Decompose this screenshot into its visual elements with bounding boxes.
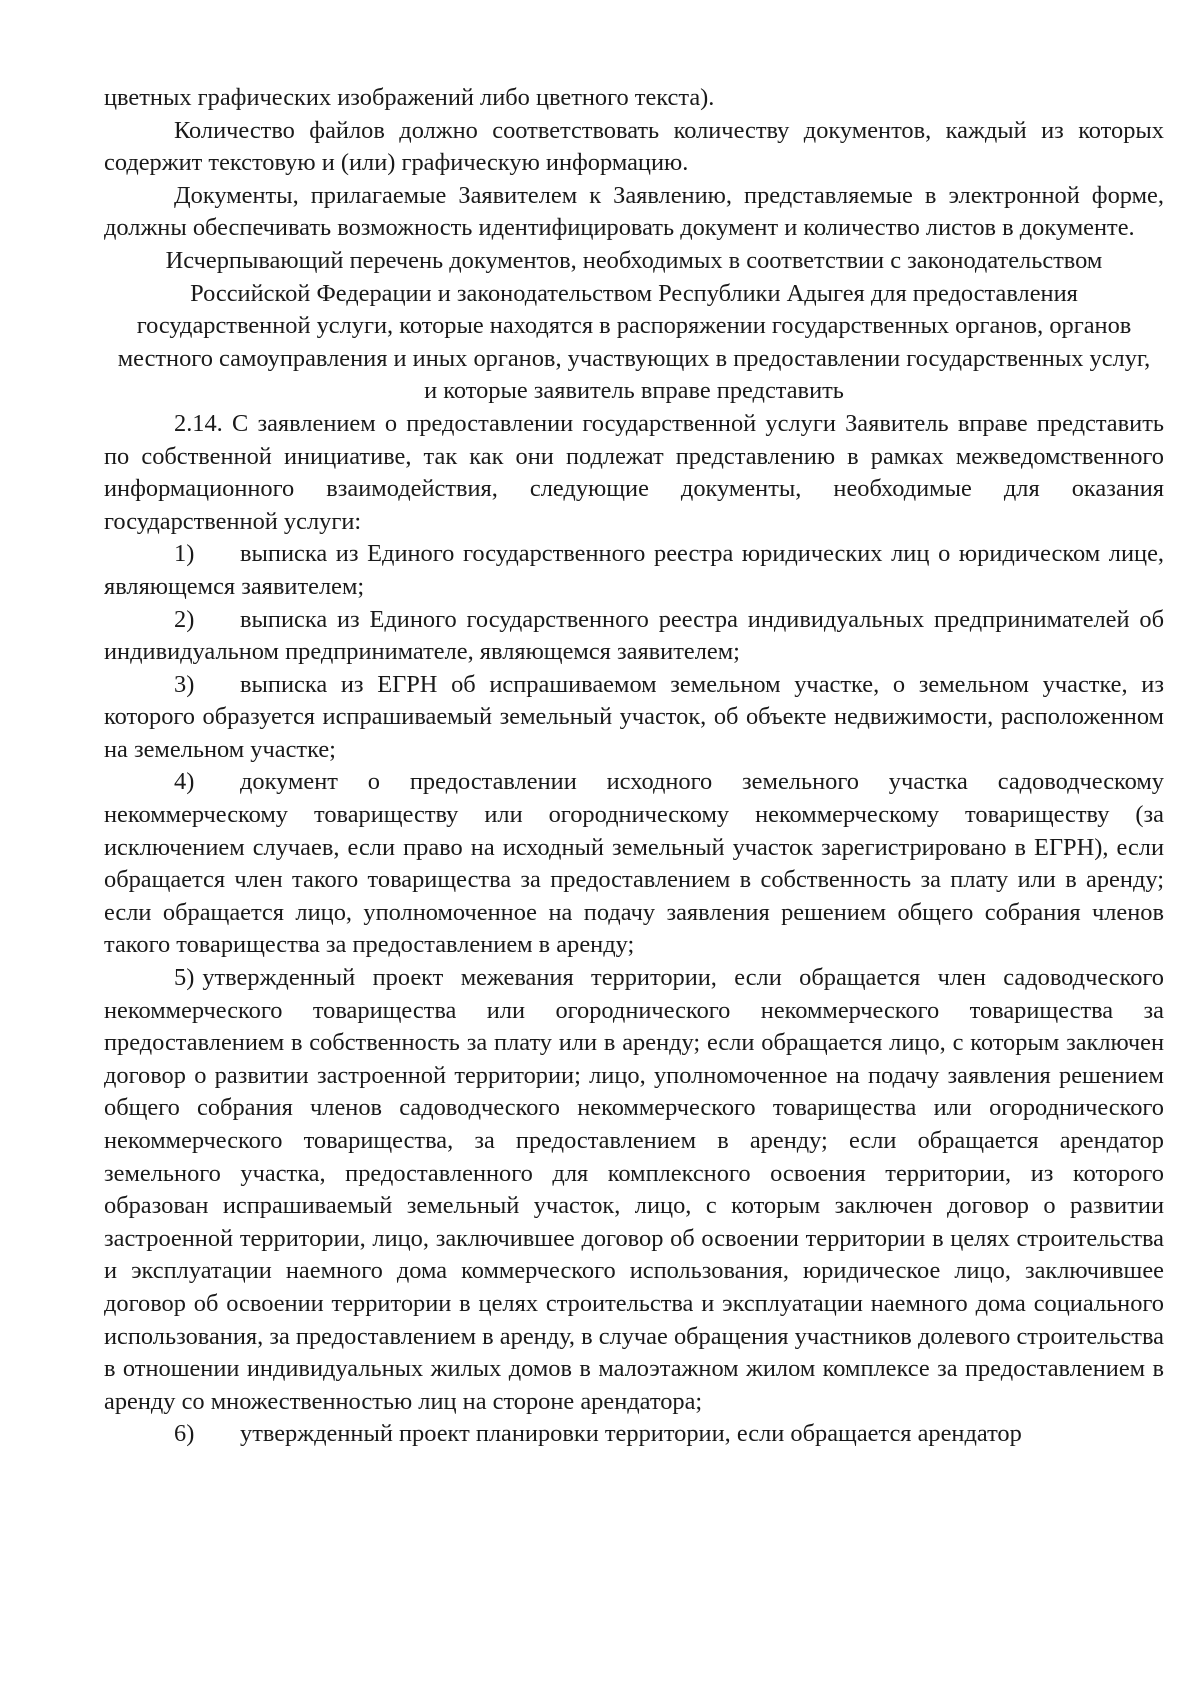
- list-item-number: 6): [174, 1420, 195, 1448]
- list-item-text: утвержденный проект межевания территории, если обращается член садоводческого некоммерческого товарищества или огороднического некоммерческого товарищества за предоставлением в собственность за плату или в аренду; если обращается лицо, с которым заключен договор о развитии застроенной территории; лицо, уполномоченное на подачу заявления решением общего собрания членов садоводческого некоммерческого товарищества или огороднического некоммерческого товарищества, за предоставлением в аренду; если обращается арендатор земельного участка, предоставленного для комплексного освоения территории, из которого образован испрашиваемый земельный участок, лицо, с которым заключен договор о развитии застроенной территории, лицо, заключившее договор об освоении территории в целях строительства и эксплуатации наемного дома коммерческого использования, юридическое лицо, заключившее договор об освоении территории в целях строительства и эксплуатации наемного дома социального использования, за предоставлением в аренду, в случае обращения участников долевого строительства в отношении индивидуальных жилых домов в малоэтажном жилом комплексе за предоставлением в аренду со множественностью лиц на стороне арендатора;: [104, 964, 1164, 1415]
- list-item-number: 3): [174, 670, 195, 698]
- paragraph-2-14: 2.14. С заявлением о предоставлении государственной услуги Заявитель вправе представить по собственной инициативе, так как они подлежат представлению в рамках межведомственного информационного взаимодействия, следующие документы, необходимые для оказания государственной услуги:: [104, 409, 1164, 535]
- list-item-text: выписка из ЕГРН об испрашиваемом земельном участке, о земельном участке, из которого образуется испрашиваемый земельный участок, об объекте недвижимости, расположенном на земельном участке;: [104, 670, 1164, 763]
- list-item-text: утвержденный проект планировки территории, если обращается арендатор: [240, 1420, 1022, 1448]
- list-item: [104, 766, 1164, 962]
- list-item-text: выписка из Единого государственного реестра юридических лиц о юридическом лице, являющемся заявителем;: [104, 540, 1164, 600]
- list-item-number: 1): [174, 540, 195, 568]
- list-item-text: документ о предоставлении исходного земельного участка садоводческому некоммерческому товариществу или огородническому некоммерческому товариществу (за исключением случаев, если право на исходный земельный участок зарегистрировано в ЕГРН), если обращается член такого товарищества за предоставлением в собственность за плату или в аренду; если обращается лицо, уполномоченное на подачу заявления решением общего собрания членов такого товарищества за предоставлением в аренду;: [104, 768, 1164, 959]
- list-item-number: 2): [174, 605, 195, 633]
- list-item: [104, 962, 1164, 1418]
- list-item: [104, 669, 1164, 767]
- list-item-number: 4): [174, 768, 195, 796]
- section-heading: Исчерпывающий перечень документов, необходимых в соответствии с законодательством Российской Федерации и законодательством Республики Адыгея для предоставления государственной услуги, которые находятся в распоряжении государственных органов, органов местного самоуправления и иных органов, участвующих в предоставлении государственных услуг, и которые заявитель вправе представить: [117, 246, 1151, 405]
- paragraph-file-count: Количество файлов должно соответствовать количеству документов, каждый из которых содержит текстовую и (или) графическую информацию.: [104, 116, 1164, 177]
- list-item-number: 5): [174, 964, 195, 992]
- paragraph-electronic-documents: Документы, прилагаемые Заявителем к Заявлению, представляемые в электронной форме, должны обеспечивать возможность идентифицировать документ и количество листов в документе.: [104, 181, 1164, 242]
- list-item: [104, 604, 1164, 669]
- paragraph-continuation: цветных графических изображений либо цветного текста).: [104, 84, 715, 111]
- list-item: [104, 1418, 1164, 1451]
- list-item: [104, 538, 1164, 603]
- list-item-text: выписка из Единого государственного реестра индивидуальных предпринимателей об индивидуальном предпринимателе, являющемся заявителем;: [104, 605, 1164, 666]
